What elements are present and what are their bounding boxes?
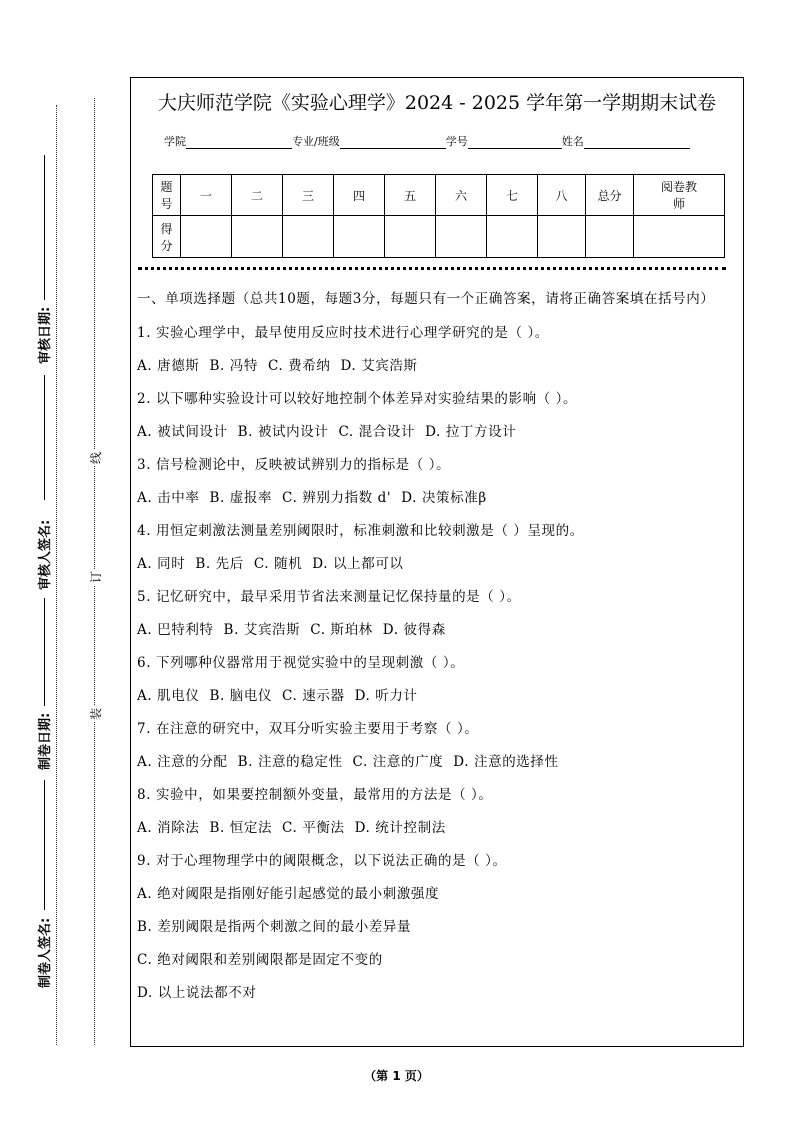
option: B. 艾宾浩斯: [223, 622, 301, 638]
question-options: [137, 548, 737, 581]
option: A. 巴特利特: [137, 622, 214, 638]
question-8: [137, 779, 737, 845]
question-3: [137, 449, 737, 515]
question-text: 5. 记忆研究中，最早采用节省法来测量记忆保持量的是（ ）。: [137, 589, 521, 605]
score-table-score-row: [153, 216, 725, 258]
question-text: 9. 对于心理物理学中的阈限概念，以下说法正确的是（ ）。: [137, 853, 507, 869]
option: A. 肌电仪: [137, 688, 200, 704]
option: C. 注意的广度: [352, 754, 444, 770]
option: C. 绝对阈限和差别阈限都是固定不变的: [137, 952, 383, 968]
option: B. 被试内设计: [237, 424, 329, 440]
student-info-row: [164, 133, 690, 149]
name-field[interactable]: [584, 136, 690, 149]
option: A. 消除法: [137, 820, 200, 836]
option: D. 决策标准β: [401, 490, 487, 506]
review-date-line: [44, 155, 45, 300]
page-number: （第 1 页）: [364, 1069, 429, 1083]
section-choice: [137, 288, 737, 1010]
binding-char-staple: 订: [89, 570, 103, 583]
question-text: 8. 实验中，如果要控制额外变量，最常用的方法是（ ）。: [137, 787, 493, 803]
option: C. 随机: [253, 556, 303, 572]
option: C. 平衡法: [282, 820, 345, 836]
question-options: [137, 614, 737, 647]
major-class-label: 专业/班级: [292, 135, 340, 148]
binding-char-line: 线: [89, 451, 103, 464]
option: D. 艾宾浩斯: [340, 358, 418, 374]
option: B. 虚报率: [209, 490, 273, 506]
question-1: [137, 317, 737, 383]
score-header-cell: 总分: [586, 175, 634, 216]
student-id-field[interactable]: [468, 136, 562, 149]
option: A. 被试间设计: [137, 424, 228, 440]
option: C. 辨别力指数 d': [282, 490, 392, 506]
question-text: 6. 下列哪种仪器常用于视觉实验中的呈现刺激（ ）。: [137, 655, 465, 671]
score-header-cell: 阅卷教师: [634, 175, 725, 216]
make-date-label: 制卷日期:: [38, 712, 53, 770]
exam-frame: [130, 77, 744, 1047]
option: A. 击中率: [137, 490, 200, 506]
question-text: 7. 在注意的研究中，双耳分听实验主要用于考察（ ）。: [137, 721, 479, 737]
major-class-field[interactable]: [340, 136, 446, 149]
option: B. 先后: [195, 556, 244, 572]
score-cell[interactable]: [232, 216, 283, 258]
reviewer-signature-line: [44, 375, 45, 500]
option: D. 注意的选择性: [453, 754, 559, 770]
reviewer-signature-label: 审核人签名:: [38, 519, 53, 590]
score-header-cell: 二: [232, 175, 283, 216]
question-9: [137, 845, 737, 1010]
score-cell[interactable]: [586, 216, 634, 258]
option: C. 混合设计: [338, 424, 416, 440]
exam-title: 大庆师范学院《实验心理学》2024 - 2025 学年第一学期期末试卷: [157, 92, 717, 114]
score-table-header-row: [153, 175, 725, 216]
score-header-cell: 四: [334, 175, 385, 216]
section-heading: 一、单项选择题（总共10题，每题3分，每题只有一个正确答案，请将正确答案填在括号内）: [137, 291, 715, 307]
option: A. 唐德斯: [137, 358, 200, 374]
question-options: [137, 746, 737, 779]
question-options: [137, 680, 737, 713]
score-header-cell: 七: [487, 175, 538, 216]
question-2: [137, 383, 737, 449]
score-header-cell: 六: [436, 175, 487, 216]
question-6: [137, 647, 737, 713]
question-text: 3. 信号检测论中，反映被试辨别力的指标是（ ）。: [137, 457, 451, 473]
option: C. 速示器: [282, 688, 345, 704]
score-header-cell: 题号: [153, 175, 181, 216]
option: B. 冯特: [209, 358, 258, 374]
score-row-label: 得分: [153, 216, 181, 258]
score-cell[interactable]: [436, 216, 487, 258]
option: D. 彼得森: [382, 622, 446, 638]
question-options: [137, 812, 737, 845]
make-date-line: [44, 598, 45, 706]
maker-signature-line: [44, 780, 45, 910]
college-label: 学院: [164, 135, 186, 148]
score-cell[interactable]: [181, 216, 232, 258]
option: B. 脑电仪: [209, 688, 273, 704]
option: D. 以上都可以: [312, 556, 404, 572]
question-5: [137, 581, 737, 647]
name-label: 姓名: [561, 135, 584, 148]
option: D. 拉丁方设计: [425, 424, 517, 440]
option: C. 斯珀林: [310, 622, 373, 638]
question-options: [137, 416, 737, 449]
score-cell[interactable]: [538, 216, 586, 258]
question-text: 1. 实验心理学中，最早使用反应时技术进行心理学研究的是（ ）。: [137, 325, 549, 341]
question-4: [137, 515, 737, 581]
binding-dotted-line-outer: [56, 105, 57, 1045]
question-7: [137, 713, 737, 779]
option: B. 差别阈限是指两个刺激之间的最小差异量: [137, 919, 412, 935]
college-field[interactable]: [186, 136, 292, 149]
option: A. 同时: [137, 556, 186, 572]
option: B. 注意的稳定性: [237, 754, 343, 770]
option: A. 绝对阈限是指刚好能引起感觉的最小刺激强度: [137, 886, 440, 902]
maker-signature-label: 制卷人签名:: [38, 917, 53, 988]
score-header-cell: 八: [538, 175, 586, 216]
binding-char-fold: 装: [89, 707, 103, 720]
score-cell[interactable]: [634, 216, 725, 258]
question-options: [137, 350, 737, 383]
dotted-separator: [138, 267, 726, 270]
score-cell[interactable]: [334, 216, 385, 258]
score-cell[interactable]: [487, 216, 538, 258]
score-table: [152, 174, 725, 258]
question-options: [137, 482, 737, 515]
score-cell[interactable]: [283, 216, 334, 258]
option: B. 恒定法: [209, 820, 273, 836]
score-header-cell: 三: [283, 175, 334, 216]
score-cell[interactable]: [385, 216, 436, 258]
option: D. 统计控制法: [354, 820, 446, 836]
score-header-cell: 五: [385, 175, 436, 216]
review-date-label: 审核日期:: [38, 306, 53, 364]
score-header-cell: 一: [181, 175, 232, 216]
question-text: 2. 以下哪种实验设计可以较好地控制个体差异对实验结果的影响（ ）。: [137, 391, 578, 407]
student-id-label: 学号: [445, 135, 468, 148]
option: A. 注意的分配: [137, 754, 228, 770]
question-text: 4. 用恒定刺激法测量差别阈限时，标准刺激和比较刺激是（ ）呈现的。: [137, 523, 584, 539]
option: C. 费希纳: [267, 358, 331, 374]
option: D. 以上说法都不对: [137, 985, 257, 1001]
option: D. 听力计: [354, 688, 418, 704]
